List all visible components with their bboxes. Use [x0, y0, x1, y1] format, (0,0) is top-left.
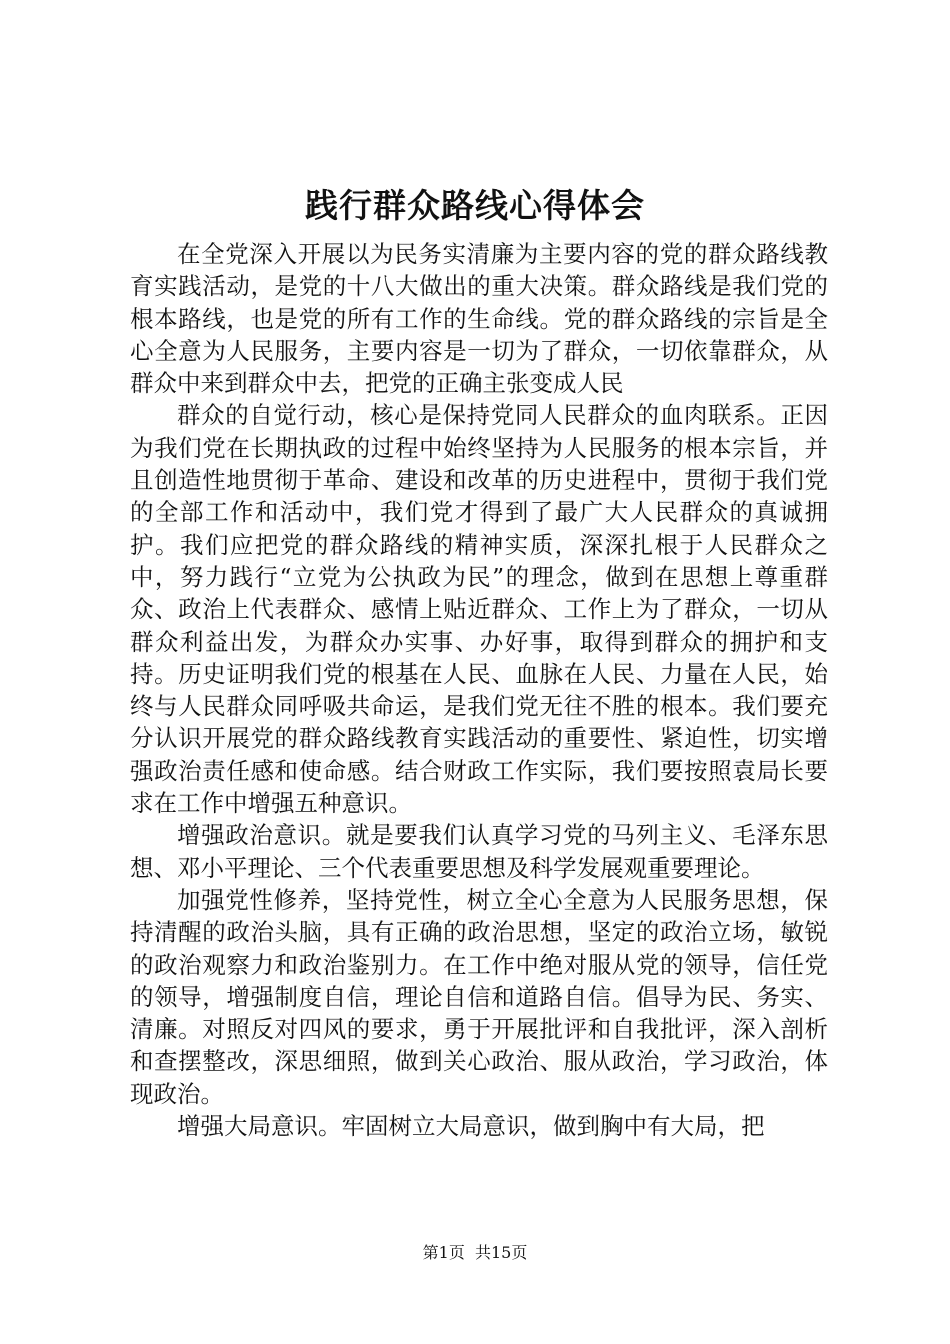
paragraph-4: 加强党性修养，坚持党性，树立全心全意为人民服务思想，保持清醒的政治头脑，具有正确的政治思想，坚定的政治立场，敏锐的政治观察力和政治鉴别力。在工作中绝对服从党的领导，信任党的领导，增强制度自信，理论自信和道路自信。倡导为民、务实、清廉。对照反对四风的要求，勇于开展批评和自我批评，深入剖析和查摆整改，深思细照，做到关心政治、服从政治，学习政治，体现政治。 [130, 885, 828, 1108]
paragraph-3: 增强政治意识。就是要我们认真学习党的马列主义、毛泽东思想、邓小平理论、三个代表重要思想及科学发展观重要理论。 [130, 821, 828, 882]
document-title: 践行群众路线心得体会 [305, 186, 645, 225]
document-body [130, 238, 828, 1142]
paragraph-2: 群众的自觉行动，核心是保持党同人民群众的血肉联系。正因为我们党在长期执政的过程中始终坚持为人民服务的根本宗旨，并且创造性地贯彻于革命、建设和改革的历史进程中，贯彻于我们党的全部工作和活动中，我们党才得到了最广大人民群众的真诚拥护。我们应把党的群众路线的精神实质，深深扎根于人民群众之中，努力践行“立党为公执政为民”的理念，做到在思想上尊重群众、政治上代表群众、感情上贴近群众、工作上为了群众，一切从群众利益出发，为群众办实事、办好事，取得到群众的拥护和支持。历史证明我们党的根基在人民、血脉在人民、力量在人民，始终与人民群众同呼吸共命运，是我们党无往不胜的根本。我们要充分认识开展党的群众路线教育实践活动的重要性、紧迫性，切实增强政治责任感和使命感。结合财政工作实际，我们要按照袁局长要求在工作中增强五种意识。 [130, 401, 828, 818]
paragraph-1: 在全党深入开展以为民务实清廉为主要内容的党的群众路线教育实践活动，是党的十八大做出的重大决策。群众路线是我们党的根本路线，也是党的所有工作的生命线。党的群众路线的宗旨是全心全意为人民服务，主要内容是一切为了群众，一切依靠群众，从群众中来到群众中去，把党的正确主张变成人民 [130, 240, 828, 398]
page-footer: 第1页 共15页 [422, 1243, 528, 1262]
paragraph-5: 增强大局意识。牢固树立大局意识，做到胸中有大局，把 [177, 1112, 765, 1141]
